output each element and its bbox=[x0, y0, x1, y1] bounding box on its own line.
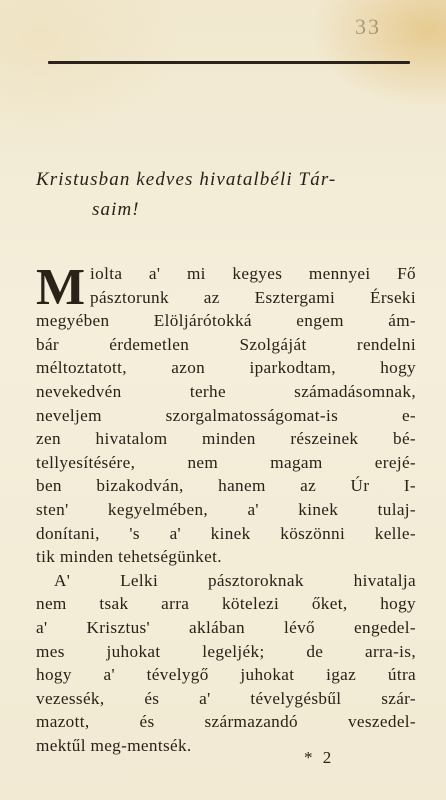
page-number: 33 bbox=[355, 14, 381, 39]
text-line: pásztorunk az Esztergami Érseki bbox=[90, 287, 416, 307]
header-rule bbox=[48, 61, 410, 64]
text-line: neveljem szorgalmatosságomat-is e- bbox=[36, 405, 416, 425]
text-line: zen hivatalom minden részeinek bé- bbox=[36, 429, 416, 449]
body-text bbox=[36, 259, 416, 757]
text-line: a' Krisztus' aklában lévő engedel- bbox=[36, 617, 416, 637]
text-line: tellyesítésére, nem magam erejé- bbox=[36, 452, 416, 472]
signature-mark: * 2 bbox=[304, 748, 335, 767]
text-line: hogy a' tévelygő juhokat igaz útra bbox=[36, 665, 416, 685]
text-line: iolta a' mi kegyes mennyei Fő bbox=[90, 264, 416, 283]
text-line: mes juhokat legeljék; de arra-is, bbox=[36, 641, 416, 661]
text-line: tik minden tehetségünket. bbox=[36, 547, 222, 567]
text-line: bár érdemetlen Szolgáját rendelni bbox=[36, 334, 416, 354]
salutation bbox=[36, 165, 416, 225]
text-line: vezessék, és a' tévelygésbűl szár- bbox=[36, 688, 416, 708]
salutation-line-2: saim! bbox=[92, 199, 140, 220]
text-line: mektűl meg-mentsék. bbox=[36, 735, 192, 755]
text-line: donítani, 's a' kinek köszönni kelle- bbox=[36, 523, 416, 543]
text-line: megyében Elöljárótokká engem ám- bbox=[36, 311, 416, 331]
text-line: mazott, és származandó veszedel- bbox=[36, 712, 416, 732]
text-line: nem tsak arra kötelezi őket, hogy bbox=[36, 594, 416, 614]
text-line: nevekedvén terhe számadásomnak, bbox=[36, 381, 416, 401]
text-line: méltoztatott, azon iparkodtam, hogy bbox=[36, 358, 416, 378]
text-line: ben bizakodván, hanem az Úr I- bbox=[36, 476, 416, 496]
text-line: A' Lelki pásztoroknak hivatalja bbox=[54, 570, 416, 590]
text-line: sten' kegyelmében, a' kinek tulaj- bbox=[36, 499, 416, 519]
salutation-line-1: Kristusban kedves hivatalbéli Tár- bbox=[36, 169, 337, 190]
drop-capital: M bbox=[36, 259, 86, 316]
